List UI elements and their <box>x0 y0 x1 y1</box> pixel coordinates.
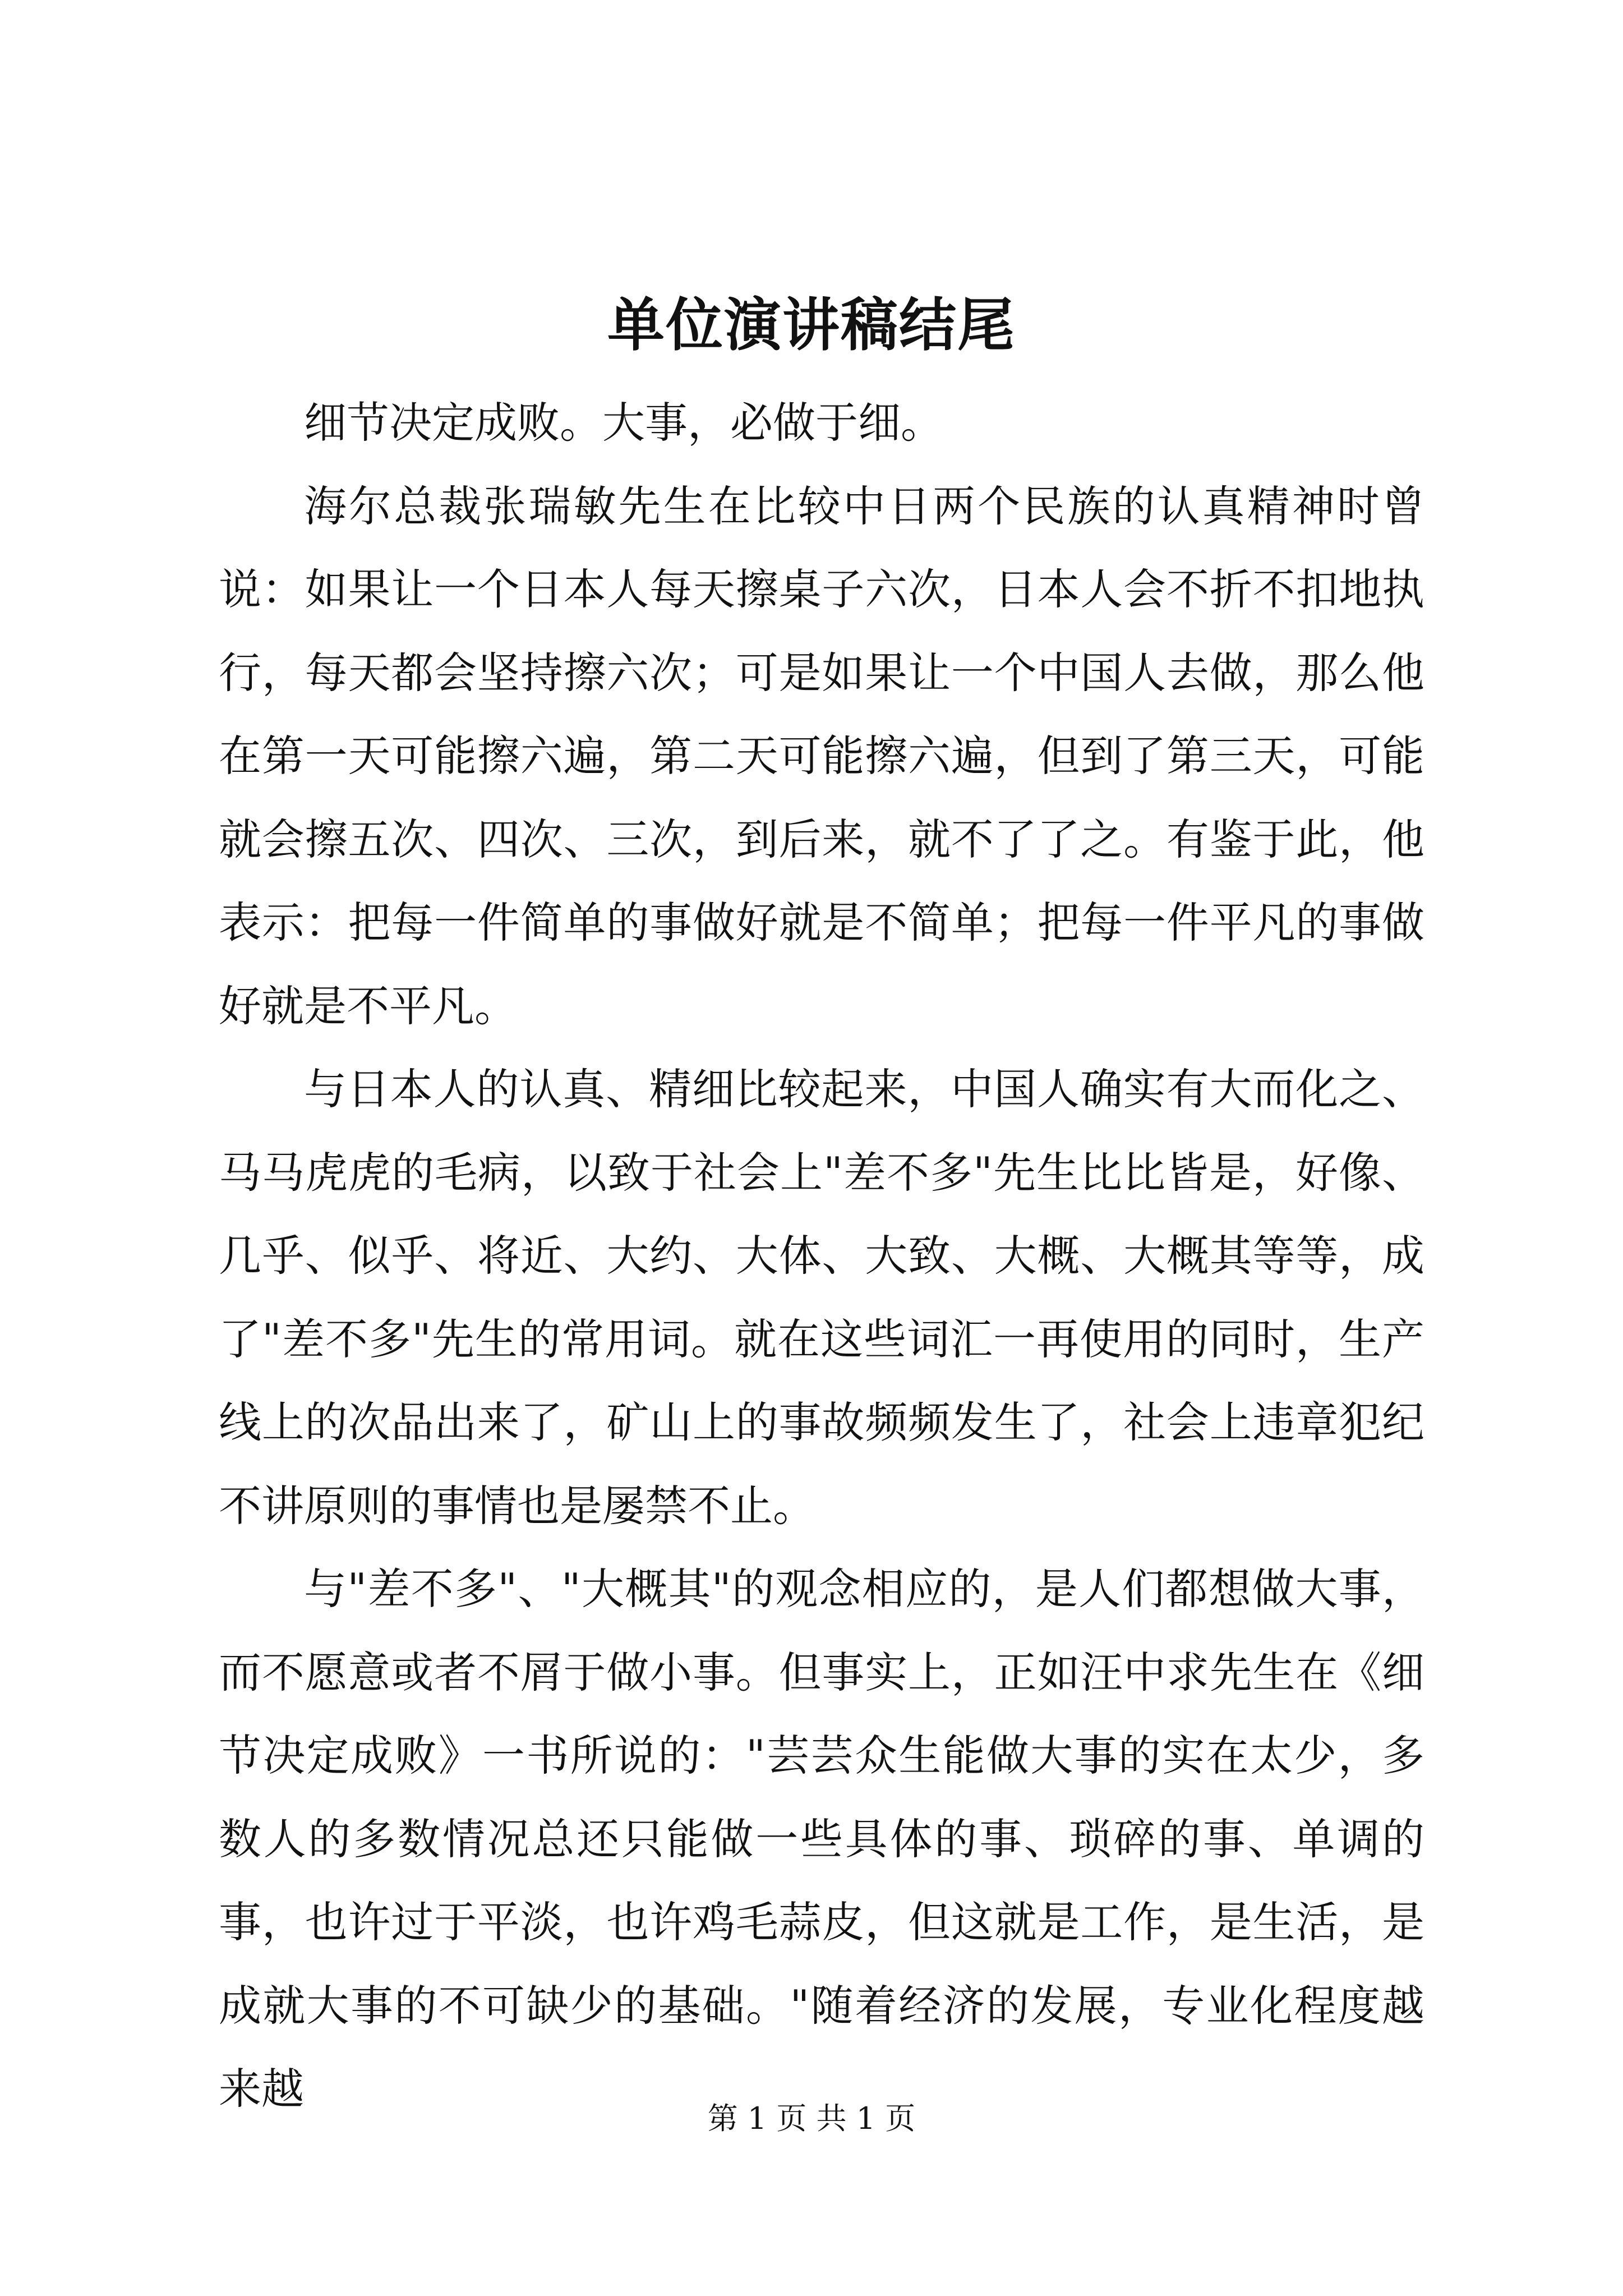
paragraph-1: 细节决定成败。大事，必做于细。 <box>304 398 943 448</box>
paragraph-4: 与"差不多"、"大概其"的观念相应的，是人们都想做大事，而不愿意或者不屑于做小事。但事实上，正如汪中求先生在《细节决定成败》一书所说的："芸芸众生能做大事的实在太少，多数人的多数情况总还只能做一些具体的事、琐碎的事、单调的事，也许过于平淡，也许鸡毛蒜皮，但这就是工作，是生活，是成就大事的不可缺少的基础。"随着经济的发展，专业化程度越来越 <box>219 1564 1424 2114</box>
document-title: 单位演讲稿结尾 <box>607 292 1016 359</box>
paragraph-3: 与日本人的认真、精细比较起来，中国人确实有大而化之、马马虎虎的毛病，以致于社会上"差不多"先生比比皆是，好像、几乎、似乎、将近、大约、大体、大致、大概、大概其等等，成了"差不多"先生的常用词。就在这些词汇一再使用的同时，生产线上的次品出来了，矿山上的事故频频发生了，社会上违章犯纪不讲原则的事情也是屡禁不止。 <box>219 1064 1424 1531</box>
page-footer: 第 1 页 共 1 页 <box>707 2101 916 2136</box>
document-body <box>219 381 1424 2131</box>
paragraph-2: 海尔总裁张瑞敏先生在比较中日两个民族的认真精神时曾说：如果让一个日本人每天擦桌子六次，日本人会不折不扣地执行，每天都会坚持擦六次；可是如果让一个中国人去做，那么他在第一天可能擦六遍，第二天可能擦六遍，但到了第三天，可能就会擦五次、四次、三次，到后来，就不了了之。有鉴于此，他表示：把每一件简单的事做好就是不简单；把每一件平凡的事做好就是不平凡。 <box>219 481 1424 1031</box>
